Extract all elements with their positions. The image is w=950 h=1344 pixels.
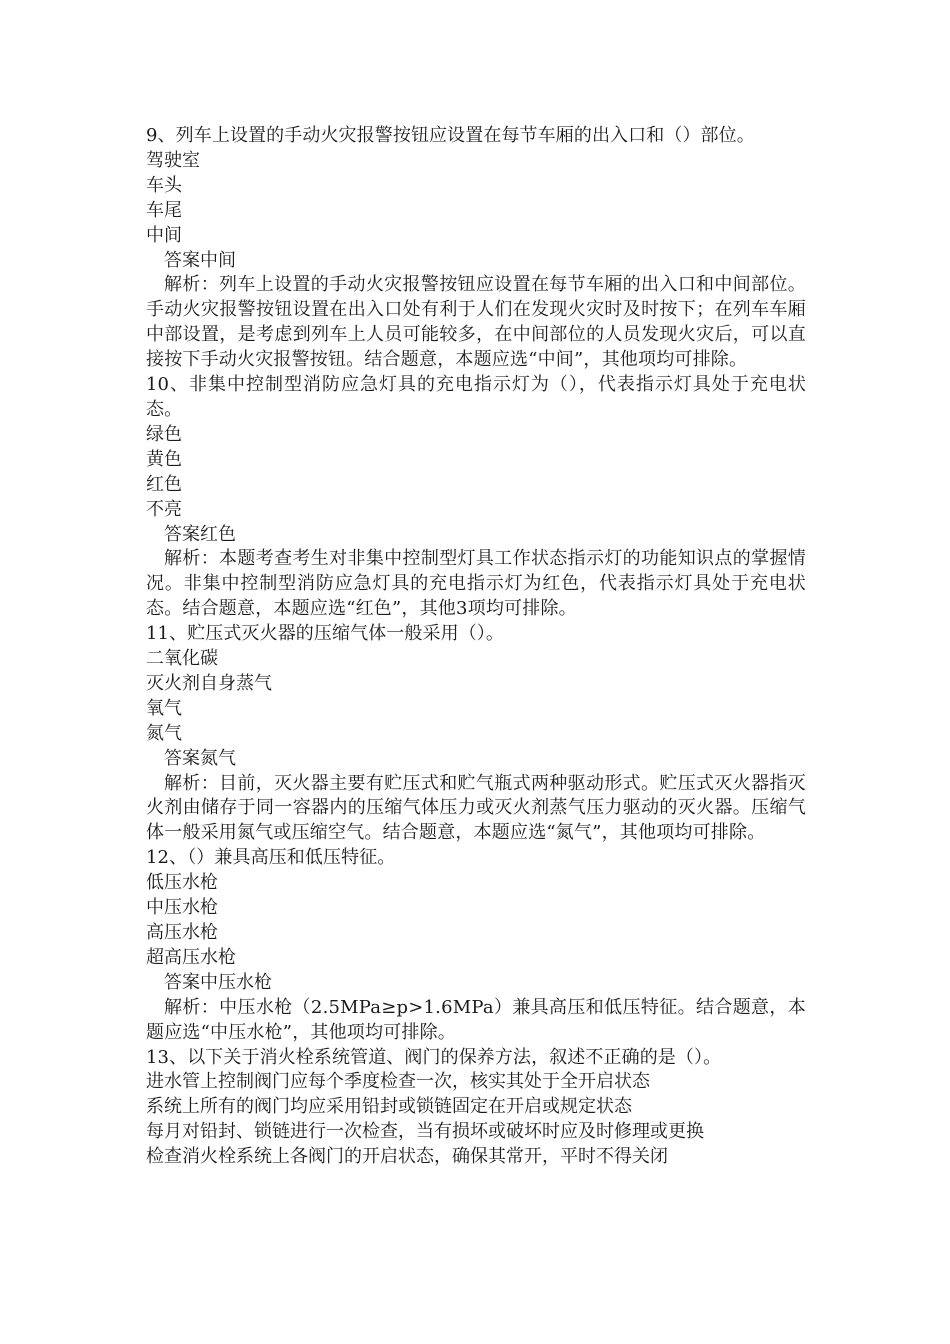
analysis: 解析：目前，灭火器主要有贮压式和贮气瓶式两种驱动形式。贮压式灭火器指灭火剂由储存于同一容器内的压缩气体压力或灭火剂蒸气压力驱动的灭火器。压缩气体一般采用氮气或压缩空气。结合题意，本题应选“氮气”，其他项均可排除。 (146, 772, 806, 844)
question-stem: 11、贮压式灭火器的压缩气体一般采用（）。 (146, 623, 505, 645)
answer: 答案中间 (164, 249, 236, 271)
answer: 答案氮气 (164, 747, 236, 769)
analysis: 解析：列车上设置的手动火灾报警按钮应设置在每节车厢的出入口和中间部位。手动火灾报警按钮设置在出入口处有利于人们在发现火灾时及时按下；在列车车厢中部设置，是考虑到列车上人员可能较多，在中间部位的人员发现火灾后，可以直接按下手动火灾报警按钮。结合题意，本题应选“中间”，其他项均可排除。 (146, 274, 806, 371)
option: 车头 (146, 174, 182, 196)
option: 氮气 (146, 722, 182, 744)
option: 灭火剂自身蒸气 (146, 672, 272, 694)
question-13 (146, 1046, 806, 1171)
option: 超高压水枪 (146, 946, 236, 968)
question-12 (146, 846, 806, 1045)
option: 车尾 (146, 199, 182, 221)
option: 进水管上控制阀门应每个季度检查一次，核实其处于全开启状态 (146, 1071, 650, 1093)
question-stem: 12、（）兼具高压和低压特征。 (146, 847, 396, 869)
option: 不亮 (146, 498, 182, 520)
option: 红色 (146, 473, 182, 495)
question-stem: 9、列车上设置的手动火灾报警按钮应设置在每节车厢的出入口和（）部位。 (146, 125, 755, 146)
option: 绿色 (146, 423, 182, 445)
option: 黄色 (146, 448, 182, 470)
option: 高压水枪 (146, 922, 218, 943)
option: 低压水枪 (146, 872, 218, 894)
option: 氧气 (146, 697, 182, 719)
question-10 (146, 373, 806, 622)
answer: 答案中压水枪 (164, 971, 272, 993)
question-11 (146, 622, 806, 846)
option: 每月对铅封、锁链进行一次检查，当有损坏或破坏时应及时修理或更换 (146, 1121, 704, 1143)
answer: 答案红色 (164, 523, 236, 545)
question-stem: 13、以下关于消火栓系统管道、阀门的保养方法，叙述不正确的是（）。 (146, 1046, 722, 1068)
analysis: 解析：中压水枪（2.5MPa≥p>1.6MPa）兼具高压和低压特征。结合题意，本题应选“中压水枪”，其他项均可排除。 (146, 996, 806, 1043)
question-9 (146, 124, 806, 373)
option: 驾驶室 (146, 149, 200, 171)
option: 系统上所有的阀门均应采用铅封或锁链固定在开启或规定状态 (146, 1096, 632, 1118)
question-stem: 10、非集中控制型消防应急灯具的充电指示灯为（），代表指示灯具处于充电状态。 (146, 374, 806, 420)
option: 检查消火栓系统上各阀门的开启状态，确保其常开，平时不得关闭 (146, 1146, 668, 1168)
option: 中间 (146, 224, 182, 246)
analysis: 解析：本题考查考生对非集中控制型灯具工作状态指示灯的功能知识点的掌握情况。非集中控制型消防应急灯具的充电指示灯为红色，代表指示灯具处于充电状态。结合题意，本题应选“红色”，其他3项均可排除。 (146, 548, 806, 620)
document-page (146, 124, 806, 1170)
option: 中压水枪 (146, 897, 218, 919)
option: 二氧化碳 (146, 648, 218, 670)
